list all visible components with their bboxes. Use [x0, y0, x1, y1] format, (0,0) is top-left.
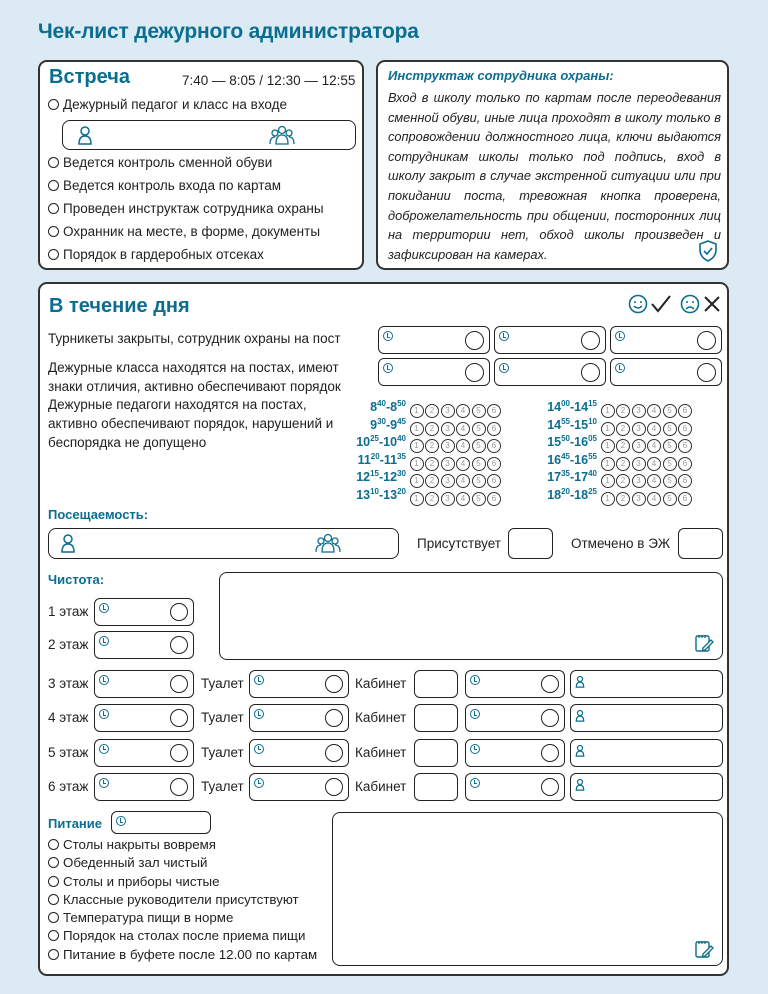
rating-circle[interactable]: 6 [678, 474, 692, 488]
person-icon [60, 533, 76, 553]
food-item[interactable]: Температура пищи в норме [48, 909, 317, 927]
time-slot-label: $8^{40}-8^{50}$ [370, 399, 406, 415]
turnstiles-label: Турникеты закрыты, сотрудник охраны на пост [48, 331, 341, 346]
present-field[interactable] [508, 528, 553, 559]
time-check-box[interactable] [610, 358, 722, 386]
rating-circle[interactable]: 4 [647, 474, 661, 488]
clock-icon [499, 331, 509, 341]
toilet-check-box[interactable] [249, 670, 349, 698]
cabinet-label: Кабинет [355, 710, 407, 726]
time-slot-label: $14^{00}-14^{15}$ [547, 399, 597, 415]
responsible-person-field[interactable] [570, 670, 723, 698]
rating-circle[interactable]: 2 [425, 422, 439, 436]
rating-circle[interactable]: 6 [678, 492, 692, 506]
cabinet-label: Кабинет [355, 744, 407, 760]
rating-circle[interactable]: 5 [663, 404, 677, 418]
rating-circle[interactable]: 5 [472, 439, 486, 453]
duty-class-label: Дежурные класса находятся на постах, имеют знаки отличия, активно обеспечивают порядок [48, 360, 341, 394]
clock-icon [615, 363, 625, 373]
time-check-box[interactable] [494, 358, 606, 386]
rating-circle[interactable]: 2 [616, 404, 630, 418]
floor-label: 4 этаж [48, 710, 89, 726]
floor-check-box[interactable] [94, 739, 194, 767]
rating-circle[interactable]: 6 [487, 439, 501, 453]
rating-circle[interactable]: 5 [663, 439, 677, 453]
rating-circle[interactable]: 6 [678, 439, 692, 453]
check-circle[interactable] [697, 331, 716, 350]
rating-circle[interactable]: 4 [647, 457, 661, 471]
meeting-list [48, 152, 324, 266]
rating-circle[interactable]: 5 [472, 474, 486, 488]
check-circle[interactable] [170, 636, 188, 654]
day-card [38, 282, 729, 976]
rating-group [408, 470, 501, 488]
rating-circle[interactable]: 1 [601, 404, 615, 418]
floor-check-box[interactable] [94, 670, 194, 698]
toilet-label: Туалет [201, 744, 244, 760]
time-slot-label: $15^{50}-16^{05}$ [547, 434, 597, 450]
clock-icon [383, 331, 393, 341]
clock-icon [470, 675, 480, 685]
rating-group [408, 488, 501, 506]
clock-icon [470, 709, 480, 719]
check-circle[interactable] [170, 744, 188, 762]
responsible-person-field[interactable] [570, 739, 723, 767]
clock-icon [116, 816, 126, 826]
clock-icon [254, 675, 264, 685]
check-circle[interactable] [170, 709, 188, 727]
rating-circle[interactable]: 4 [647, 404, 661, 418]
rating-circle[interactable]: 4 [456, 404, 470, 418]
rating-circle[interactable]: 6 [487, 457, 501, 471]
shield-icon [698, 240, 718, 262]
time-check-box[interactable] [378, 358, 490, 386]
meeting-item[interactable]: Порядок в гардеробных отсеках [48, 244, 324, 266]
clock-icon [470, 778, 480, 788]
rating-circle[interactable]: 4 [456, 474, 470, 488]
briefing-text: Вход в школу только по картам после переодевания сменной обуви, иные лица проходят в школу только в сопровождении должностного лица, ключи выдаются сотрудникам школы только под подпись, вход в школу закрыт в случае экстренной ситуации или при покидании поста, тревожная кнопка проверена, доброжелательность при общении, посторонних лиц на территории нет, обход школы произведен и зафиксирован на камерах. [388, 90, 721, 262]
rating-group [599, 470, 692, 488]
clock-icon [99, 709, 109, 719]
toilet-check-box[interactable] [249, 773, 349, 801]
rating-circle[interactable]: 2 [616, 439, 630, 453]
clock-icon [99, 675, 109, 685]
rating-circle[interactable]: 2 [425, 474, 439, 488]
meeting-title: Встреча [49, 66, 130, 88]
rating-circle[interactable]: 5 [663, 492, 677, 506]
cabinet-field[interactable] [414, 773, 458, 801]
rating-circle[interactable]: 6 [678, 422, 692, 436]
clock-icon [254, 778, 264, 788]
food-item[interactable]: Столы накрыты вовремя [48, 836, 317, 854]
check-circle[interactable] [170, 675, 188, 693]
rating-circle[interactable]: 1 [601, 474, 615, 488]
check-icon [650, 294, 672, 314]
rating-circle[interactable]: 6 [487, 422, 501, 436]
clock-icon [99, 603, 109, 613]
rating-circle[interactable]: 2 [616, 422, 630, 436]
meeting-item[interactable]: Ведется контроль сменной обуви [48, 152, 324, 174]
rating-circle[interactable]: 1 [410, 439, 424, 453]
meeting-item[interactable]: Проведен инструктаж сотрудника охраны [48, 198, 324, 220]
toilet-check-box[interactable] [249, 704, 349, 732]
check-circle[interactable] [325, 744, 343, 762]
rating-circle[interactable]: 5 [472, 457, 486, 471]
present-label: Присутствует [417, 536, 501, 551]
rating-circle[interactable]: 2 [425, 457, 439, 471]
cabinet-field[interactable] [414, 670, 458, 698]
cabinet-field[interactable] [414, 704, 458, 732]
food-item[interactable]: Питание в буфете после 12.00 по картам [48, 946, 317, 964]
rating-circle[interactable]: 4 [456, 422, 470, 436]
rating-circle[interactable]: 2 [616, 492, 630, 506]
check-circle[interactable] [541, 675, 559, 693]
floor-label: 6 этаж [48, 778, 89, 794]
clock-icon [99, 744, 109, 754]
rating-circle[interactable]: 1 [601, 457, 615, 471]
rating-circle[interactable]: 5 [663, 474, 677, 488]
person-icon [575, 709, 585, 722]
rating-circle[interactable]: 1 [410, 422, 424, 436]
rating-circle[interactable]: 1 [410, 492, 424, 506]
briefing-title: Инструктаж сотрудника охраны: [388, 68, 614, 83]
check-circle[interactable] [541, 778, 559, 796]
rating-circle[interactable]: 5 [472, 492, 486, 506]
rating-circle[interactable]: 1 [601, 439, 615, 453]
rating-circle[interactable]: 2 [425, 404, 439, 418]
meeting-item[interactable]: Охранник на месте, в форме, документы [48, 221, 324, 243]
clock-icon [99, 636, 109, 646]
cabinet-check-box[interactable] [465, 670, 565, 698]
page-title: Чек-лист дежурного администратора [38, 20, 419, 43]
rating-circle[interactable]: 4 [647, 422, 661, 436]
rating-circle[interactable]: 5 [663, 422, 677, 436]
rating-circle[interactable]: 3 [632, 457, 646, 471]
time-slot-label: $9^{30}-9^{45}$ [370, 416, 406, 432]
meeting-time: 7:40 — 8:05 / 12:30 — 12:55 [182, 73, 356, 88]
group-icon [315, 533, 341, 553]
time-slot-label: $14^{55}-15^{10}$ [547, 416, 597, 432]
food-title: Питание [48, 816, 103, 831]
time-check-box[interactable] [494, 326, 606, 354]
rating-group [408, 453, 501, 471]
floor-check-box[interactable] [94, 704, 194, 732]
sad-icon [680, 294, 700, 314]
rating-circle[interactable]: 5 [472, 422, 486, 436]
rating-group [599, 418, 692, 436]
rating-circle[interactable]: 4 [647, 439, 661, 453]
cabinet-check-box[interactable] [465, 739, 565, 767]
rating-circle[interactable]: 4 [456, 439, 470, 453]
teacher-class-field[interactable] [62, 120, 356, 150]
marked-label: Отмечено в ЭЖ [571, 536, 671, 551]
briefing-card [376, 60, 729, 270]
rating-circle[interactable]: 3 [441, 422, 455, 436]
food-item[interactable]: Порядок на столах после приема пищи [48, 927, 317, 945]
rating-circle[interactable]: 3 [632, 439, 646, 453]
rating-circle[interactable]: 2 [616, 474, 630, 488]
food-list [48, 836, 317, 964]
notes-icon [694, 633, 714, 653]
day-title: В течение дня [49, 295, 190, 317]
toilet-check-box[interactable] [249, 739, 349, 767]
clock-icon [499, 363, 509, 373]
rating-circle[interactable]: 6 [487, 404, 501, 418]
time-slot-label: $17^{35}-17^{40}$ [547, 469, 597, 485]
toilet-label: Туалет [201, 778, 244, 794]
rating-circle[interactable]: 2 [616, 457, 630, 471]
rating-circle[interactable]: 3 [441, 492, 455, 506]
rating-circle[interactable]: 4 [456, 492, 470, 506]
check-circle[interactable] [465, 331, 484, 350]
floor-label: 3 этаж [48, 676, 89, 691]
rating-circle[interactable]: 6 [678, 457, 692, 471]
rating-group [599, 400, 692, 418]
check-circle[interactable] [325, 675, 343, 693]
floor-label: 2 этаж [48, 637, 89, 652]
cabinet-label: Кабинет [355, 778, 407, 794]
time-check-box[interactable] [610, 326, 722, 354]
rating-circle[interactable]: 1 [410, 457, 424, 471]
check-circle[interactable] [581, 331, 600, 350]
person-icon [575, 675, 585, 688]
rating-circle[interactable]: 3 [441, 474, 455, 488]
rating-circle[interactable]: 6 [487, 474, 501, 488]
clock-icon [470, 744, 480, 754]
attendance-field[interactable] [48, 528, 399, 559]
rating-group [599, 453, 692, 471]
rating-circle[interactable]: 1 [601, 422, 615, 436]
time-slot-label: $12^{15}-12^{30}$ [356, 469, 406, 485]
notes-icon [694, 939, 714, 959]
marked-field[interactable] [678, 528, 723, 559]
person-icon [77, 125, 93, 145]
food-item[interactable]: Обеденный зал чистый [48, 854, 317, 872]
time-check-box[interactable] [378, 326, 490, 354]
rating-circle[interactable]: 4 [456, 457, 470, 471]
meeting-item[interactable]: Ведется контроль входа по картам [48, 175, 324, 197]
rating-circle[interactable]: 1 [601, 492, 615, 506]
check-circle[interactable] [541, 744, 559, 762]
check-circle[interactable] [325, 709, 343, 727]
group-icon [269, 125, 295, 145]
rating-circle[interactable]: 3 [632, 404, 646, 418]
rating-circle[interactable]: 6 [678, 404, 692, 418]
smile-icon [628, 294, 648, 314]
cross-icon [703, 295, 721, 313]
meeting-item[interactable]: Дежурный педагог и класс на входе [48, 94, 287, 116]
food-item[interactable]: Столы и приборы чистые [48, 873, 317, 891]
rating-group [408, 435, 501, 453]
person-icon [575, 744, 585, 757]
rating-circle[interactable]: 3 [632, 422, 646, 436]
rating-group [408, 418, 501, 436]
meeting-card [38, 60, 364, 270]
rating-circle[interactable]: 6 [487, 492, 501, 506]
rating-group [408, 400, 501, 418]
toilet-label: Туалет [201, 676, 244, 691]
floor-check-box[interactable] [94, 773, 194, 801]
food-item[interactable]: Классные руководители присутствуют [48, 891, 317, 909]
check-circle[interactable] [325, 778, 343, 796]
cabinet-field[interactable] [414, 739, 458, 767]
cleanliness-notes[interactable] [219, 572, 723, 660]
check-circle[interactable] [541, 709, 559, 727]
food-notes[interactable] [332, 812, 723, 966]
rating-circle[interactable]: 1 [410, 474, 424, 488]
rating-circle[interactable]: 5 [472, 404, 486, 418]
check-circle[interactable] [581, 363, 600, 382]
person-icon [575, 778, 585, 791]
rating-circle[interactable]: 2 [425, 492, 439, 506]
responsible-person-field[interactable] [570, 773, 723, 801]
rating-circle[interactable]: 3 [632, 492, 646, 506]
rating-group [599, 435, 692, 453]
time-slot-label: $10^{25}-10^{40}$ [356, 434, 406, 450]
cabinet-label: Кабинет [355, 676, 407, 691]
check-circle[interactable] [697, 363, 716, 382]
time-slot-label: $13^{10}-13^{20}$ [356, 486, 406, 502]
rating-circle[interactable]: 3 [441, 404, 455, 418]
toilet-label: Туалет [201, 710, 244, 726]
floor-check-box[interactable] [94, 598, 194, 626]
time-slot-label: $16^{45}-16^{55}$ [547, 451, 597, 467]
duty-teachers-label: Дежурные педагоги находятся на постах, активно обеспечивают порядок, нарушений и беспорядка не допущено [48, 397, 334, 450]
rating-circle[interactable]: 4 [647, 492, 661, 506]
clock-icon [615, 331, 625, 341]
rating-circle[interactable]: 5 [663, 457, 677, 471]
floor-label: 5 этаж [48, 744, 89, 760]
floor-check-box[interactable] [94, 631, 194, 659]
rating-group [599, 488, 692, 506]
clock-icon [254, 744, 264, 754]
check-circle[interactable] [170, 778, 188, 796]
cleanliness-title: Чистота: [48, 572, 105, 587]
clock-icon [254, 709, 264, 719]
clock-icon [99, 778, 109, 788]
responsible-person-field[interactable] [570, 704, 723, 732]
clock-icon [383, 363, 393, 373]
check-circle[interactable] [465, 363, 484, 382]
rating-circle[interactable]: 3 [441, 457, 455, 471]
rating-circle[interactable]: 1 [410, 404, 424, 418]
time-slot-label: $18^{20}-18^{25}$ [547, 486, 597, 502]
time-slot-label: $11^{20}-11^{35}$ [357, 451, 406, 467]
food-time-field[interactable] [111, 811, 211, 834]
cabinet-check-box[interactable] [465, 773, 565, 801]
floor-label: 1 этаж [48, 604, 89, 619]
rating-circle[interactable]: 3 [441, 439, 455, 453]
rating-circle[interactable]: 3 [632, 474, 646, 488]
attendance-title: Посещаемость: [48, 507, 149, 522]
check-circle[interactable] [170, 603, 188, 621]
cabinet-check-box[interactable] [465, 704, 565, 732]
rating-circle[interactable]: 2 [425, 439, 439, 453]
